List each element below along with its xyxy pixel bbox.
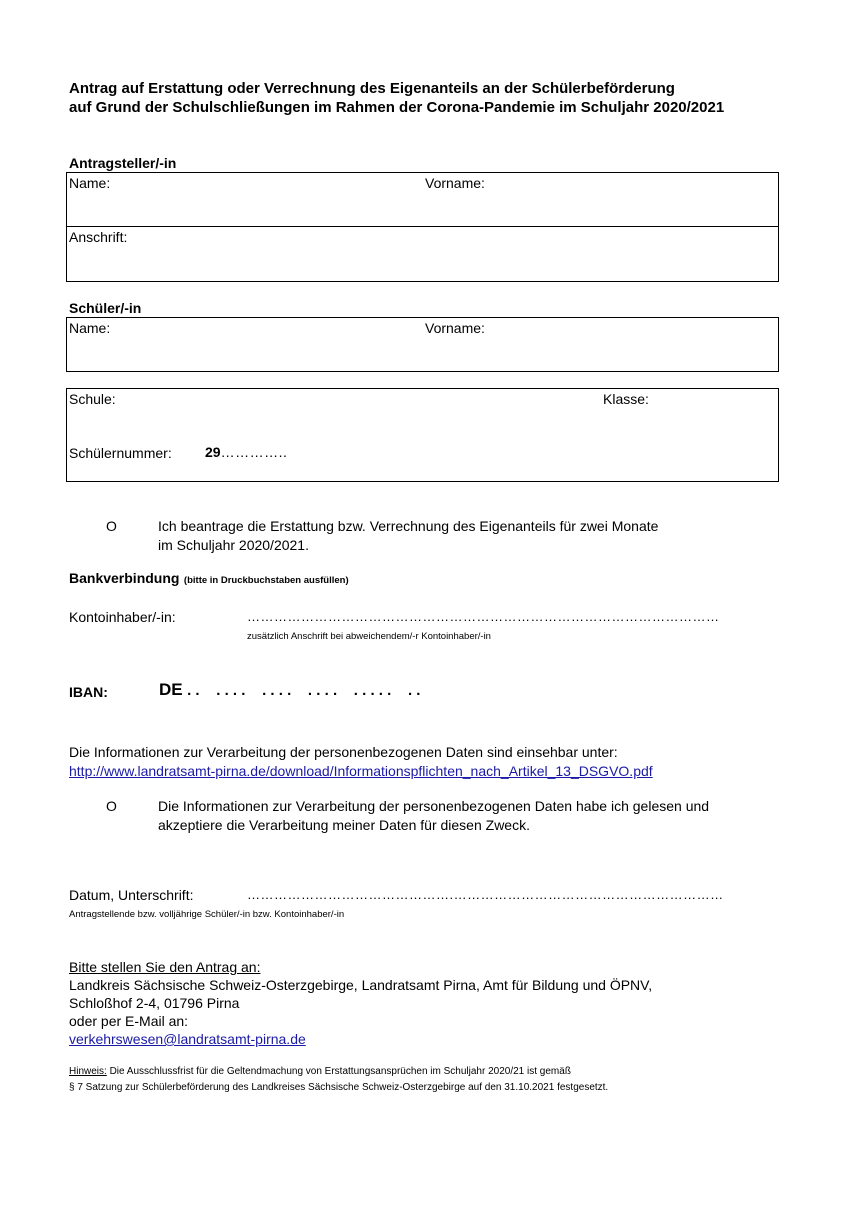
iban-prefix: DE xyxy=(159,680,183,699)
account-holder-note: zusätzlich Anschrift bei abweichendem/-r Kontoinhaber/-in xyxy=(247,631,491,642)
bank-heading-row xyxy=(69,570,349,588)
notice-text-1: Die Ausschlussfrist für die Geltendmachung von Erstattungsansprüchen im Schuljahr 2020/21 ist gemäß xyxy=(106,1066,571,1077)
signature-note: Antragstellende bzw. volljährige Schüler/-in bzw. Kontoinhaber/-in xyxy=(69,909,345,920)
submission-address-line-1: Landkreis Sächsische Schweiz-Osterzgebirge, Landratsamt Pirna, Amt für Bildung und ÖPNV, xyxy=(69,977,653,993)
privacy-info-link[interactable]: http://www.landratsamt-pirna.de/download/Informationspflichten_nach_Artikel_13_DSGVO.pdf xyxy=(69,763,653,779)
applicant-box xyxy=(66,172,779,282)
iban-label: IBAN: xyxy=(69,684,108,700)
form-title-line-2: auf Grund der Schulschließungen im Rahmen der Corona-Pandemie im Schuljahr 2020/2021 xyxy=(69,99,725,116)
student-name-field[interactable]: Name: xyxy=(69,320,111,336)
consent-checkbox[interactable]: O xyxy=(106,798,117,814)
submission-email-link[interactable]: verkehrswesen@landratsamt-pirna.de xyxy=(69,1031,306,1047)
consent-text-line-1: Die Informationen zur Verarbeitung der personenbezogenen Daten habe ich gelesen und xyxy=(158,798,710,814)
student-box xyxy=(66,317,779,372)
request-text-line-1: Ich beantrage die Erstattung bzw. Verrechnung des Eigenanteils für zwei Monate xyxy=(158,518,659,534)
privacy-info-text: Die Informationen zur Verarbeitung der personenbezogenen Daten sind einsehbar unter: xyxy=(69,744,618,760)
notice-line-2: § 7 Satzung zur Schülerbeförderung des Landkreises Sächsische Schweiz-Osterzgebirge auf den 31.10.2021 festgesetzt. xyxy=(69,1082,609,1093)
student-number-field[interactable] xyxy=(205,444,287,460)
submission-heading: Bitte stellen Sie den Antrag an: xyxy=(69,959,261,975)
request-text-line-2: im Schuljahr 2020/2021. xyxy=(158,537,309,553)
account-holder-label: Kontoinhaber/-in: xyxy=(69,609,176,625)
class-field[interactable]: Klasse: xyxy=(603,391,649,407)
notice-line-1 xyxy=(69,1066,571,1077)
applicant-name-field[interactable]: Name: xyxy=(69,175,111,191)
applicant-heading: Antragsteller/-in xyxy=(69,155,177,171)
bank-heading-note: (bitte in Druckbuchstaben ausfüllen) xyxy=(183,575,349,586)
applicant-divider xyxy=(66,226,779,227)
request-checkbox[interactable]: O xyxy=(106,518,117,534)
notice-label: Hinweis: xyxy=(69,1066,107,1077)
applicant-address-field[interactable]: Anschrift: xyxy=(69,229,128,245)
account-holder-field[interactable]: …………………………………………………………………………………………… xyxy=(247,609,720,624)
signature-field[interactable]: ……………………………………….…………………………………………………… xyxy=(247,887,724,902)
school-box xyxy=(66,388,779,482)
consent-text-line-2: akzeptiere die Verarbeitung meiner Daten für diesen Zweck. xyxy=(158,817,530,833)
student-firstname-field[interactable]: Vorname: xyxy=(425,320,485,336)
submission-email-intro: oder per E-Mail an: xyxy=(69,1013,189,1029)
applicant-firstname-field[interactable]: Vorname: xyxy=(425,175,485,191)
school-field[interactable]: Schule: xyxy=(69,391,116,407)
iban-dots: . . . . . . . . . . . . . . . . . . . . . xyxy=(187,682,421,699)
form-title-line-1: Antrag auf Erstattung oder Verrechnung des Eigenanteils an der Schülerbeförderung xyxy=(69,80,675,97)
student-heading: Schüler/-in xyxy=(69,300,142,316)
submission-address-line-2: Schloßhof 2-4, 01796 Pirna xyxy=(69,995,240,1011)
iban-field[interactable] xyxy=(159,680,420,700)
student-number-prefix: 29 xyxy=(205,444,221,460)
bank-heading: Bankverbindung xyxy=(69,570,180,586)
student-number-label: Schülernummer: xyxy=(69,445,172,461)
signature-label: Datum, Unterschrift: xyxy=(69,887,194,903)
student-number-dots: ………….. xyxy=(220,444,288,460)
